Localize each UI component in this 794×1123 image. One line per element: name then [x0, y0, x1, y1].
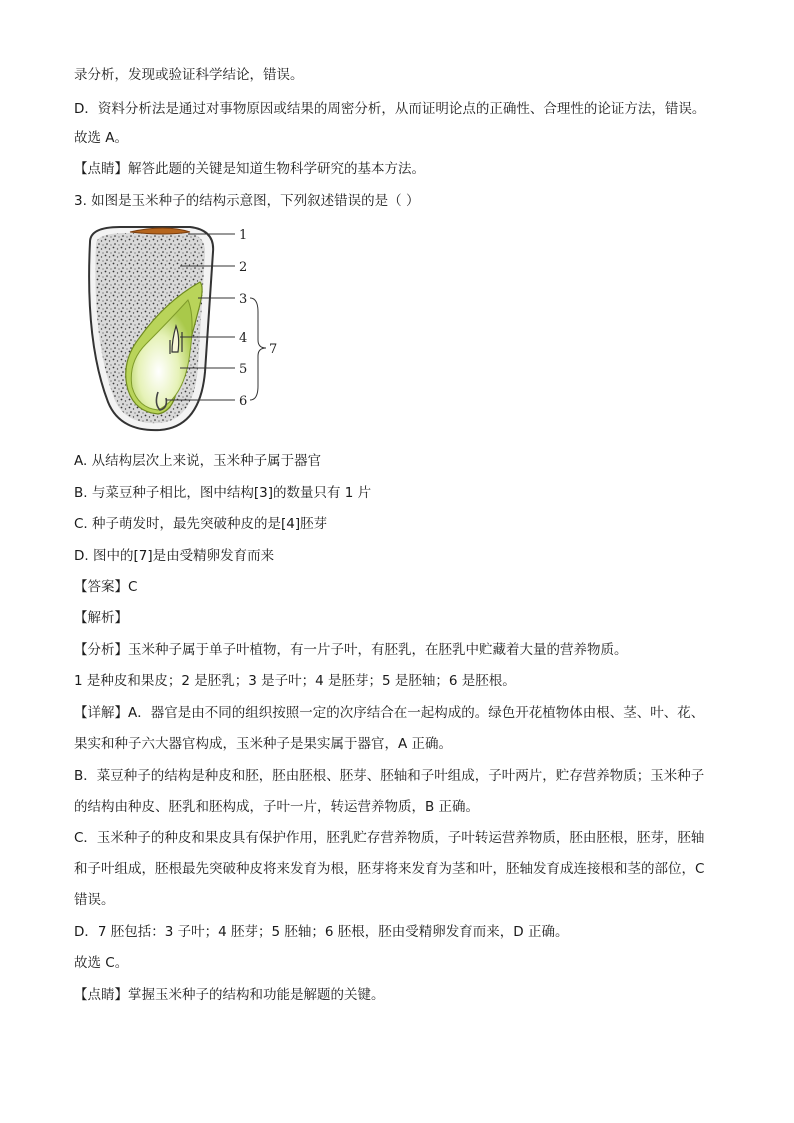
key-point: 【点睛】掌握玉米种子的结构和功能是解题的关键。	[74, 987, 385, 1003]
analysis-line: 的结构由种皮、胚乳和胚构成，子叶一片，转运营养物质，B 正确。	[74, 799, 480, 815]
analysis-line: 错误。	[74, 892, 115, 908]
text-line: 故选 A。	[74, 130, 129, 146]
analysis-line: B．菜豆种子的结构是种皮和胚，胚由胚根、胚芽、胚轴和子叶组成，子叶两片，贮存营养物质；玉米种子	[74, 768, 705, 784]
label-5: 5	[239, 362, 248, 377]
analysis-line: C．玉米种子的种皮和果皮具有保护作用，胚乳贮存营养物质，子叶转运营养物质，胚由胚根，胚芽，胚轴	[74, 830, 705, 846]
label-2: 2	[239, 260, 248, 275]
analysis-line: D．7 胚包括：3 子叶；4 胚芽；5 胚轴；6 胚根，胚由受精卵发育而来，D 正确。	[74, 924, 569, 940]
analysis-heading: 【解析】	[74, 610, 128, 626]
option-a: A. 从结构层次上来说，玉米种子属于器官	[74, 453, 322, 469]
option-b: B. 与菜豆种子相比，图中结构[3]的数量只有 1 片	[74, 485, 372, 501]
label-4: 4	[239, 331, 248, 346]
label-7: 7	[269, 342, 278, 357]
corn-seed-diagram	[80, 222, 380, 437]
analysis-line: 1 是种皮和果皮；2 是胚乳；3 是子叶；4 是胚芽；5 是胚轴；6 是胚根。	[74, 673, 516, 689]
text-line: D．资料分析法是通过对事物原因或结果的周密分析，从而证明论点的正确性、合理性的论证方法，错误。	[74, 101, 706, 117]
label-3: 3	[239, 292, 248, 307]
analysis-line: 和子叶组成，胚根最先突破种皮将来发育为根，胚芽将来发育为茎和叶，胚轴发育成连接根和茎的部位，C	[74, 861, 705, 877]
label-6: 6	[239, 394, 248, 409]
text-line: 录分析，发现或验证科学结论，错误。	[74, 67, 304, 83]
analysis-line: 故选 C。	[74, 955, 129, 971]
answer: 【答案】C	[74, 579, 138, 595]
label-1: 1	[239, 228, 248, 243]
option-d: D. 图中的[7]是由受精卵发育而来	[74, 548, 275, 564]
question-title: 3. 如图是玉米种子的结构示意图，下列叙述错误的是（ ）	[74, 193, 420, 209]
analysis-line: 【分析】玉米种子属于单子叶植物，有一片子叶，有胚乳，在胚乳中贮藏着大量的营养物质。	[74, 642, 628, 658]
text-line: 【点睛】解答此题的关键是知道生物科学研究的基本方法。	[74, 161, 425, 177]
analysis-line: 果实和种子六大器官构成，玉米种子是果实属于器官，A 正确。	[74, 736, 453, 752]
option-c: C. 种子萌发时，最先突破种皮的是[4]胚芽	[74, 516, 328, 532]
analysis-line: 【详解】A．器官是由不同的组织按照一定的次序结合在一起构成的。绿色开花植物体由根、茎、叶、花、	[74, 705, 705, 721]
